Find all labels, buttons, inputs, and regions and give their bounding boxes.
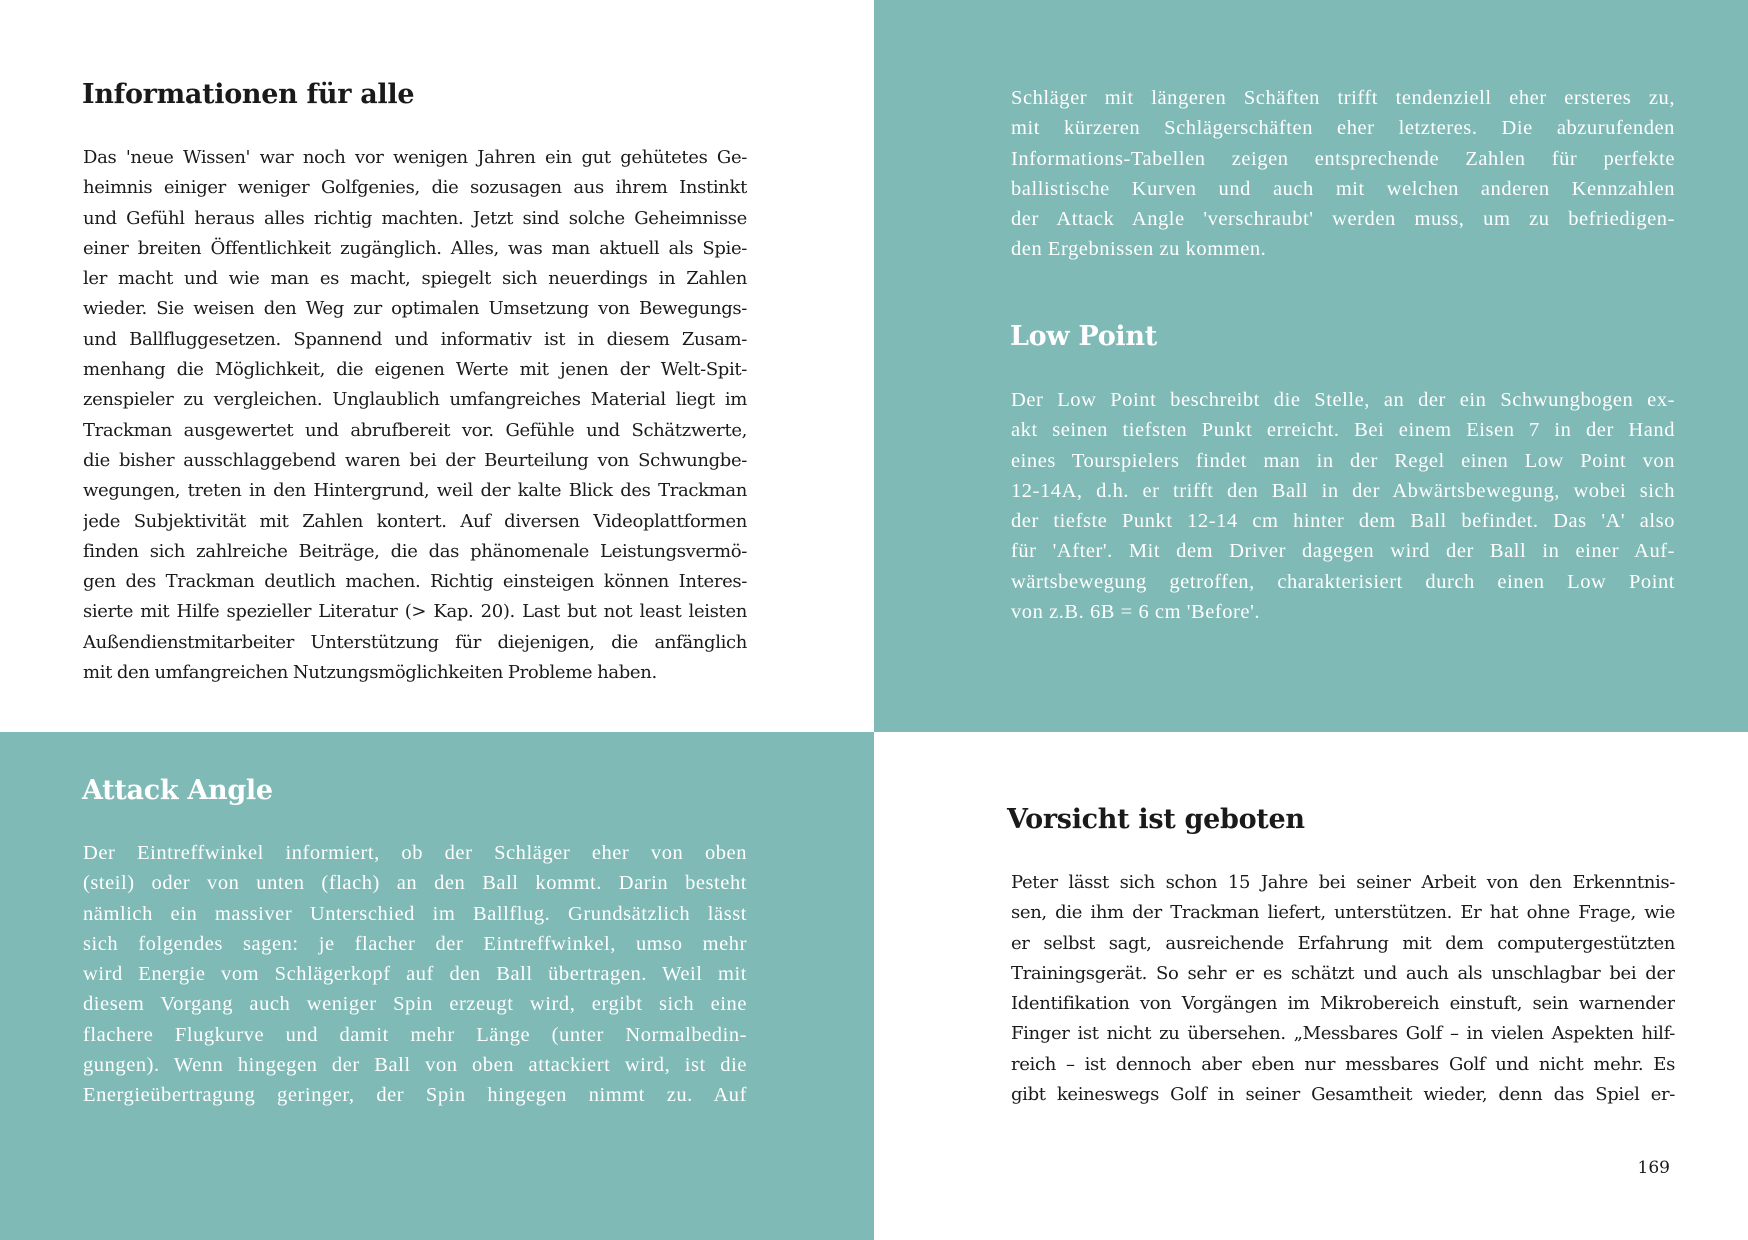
text-line: und Ballfluggesetzen. Spannend und informativ ist in diesem Zusam- (83, 328, 747, 350)
text-line: gibt keineswegs Golf in seiner Gesamtheit wieder, denn das Spiel er- (1011, 1084, 1675, 1106)
page-number: 169 (1637, 1158, 1670, 1178)
text-line: heimnis einiger weniger Golfgenies, die sozusagen aus ihrem Instinkt (83, 177, 747, 199)
text-line: diesem Vorgang auch weniger Spin erzeugt wird, ergibt sich eine (83, 993, 747, 1016)
text-line: Peter lässt sich schon 15 Jahre bei seiner Arbeit von den Erkenntnis- (1011, 872, 1675, 893)
text-line: Trackman ausgewertet und abrufbereit vor. Gefühle und Schätzwerte, (83, 419, 747, 441)
text-line: wird Energie vom Schlägerkopf auf den Ball übertragen. Weil mit (83, 963, 747, 986)
section-attack-angle (0, 732, 874, 1240)
paragraph-low-point (1011, 385, 1675, 627)
text-line: eines Tourspielers findet man in der Regel einen Low Point von (1011, 449, 1675, 472)
section-informationen (0, 0, 874, 732)
text-line: (steil) oder von unten (flach) an den Ball kommt. Darin besteht (83, 872, 747, 895)
paragraph-informationen (83, 143, 747, 688)
text-line: finden sich zahlreiche Beiträge, die das phänomenale Leistungsvermö- (83, 540, 747, 562)
text-line: menhang die Möglichkeit, die eigenen Werte mit jenen der Welt-Spit- (83, 359, 747, 381)
text-line: wegungen, treten in den Hintergrund, weil der kalte Blick des Trackman (83, 480, 747, 502)
text-line: Finger ist nicht zu übersehen. „Messbares Golf – in vielen Aspekten hilf- (1011, 1023, 1675, 1045)
text-line: Der Low Point beschreibt die Stelle, an der ein Schwungbogen ex- (1011, 389, 1675, 411)
text-line: gen des Trackman deutlich machen. Richtig einsteigen können Interes- (83, 571, 747, 593)
text-line: Schläger mit längeren Schäften trifft tendenziell eher ersteres zu, (1011, 87, 1675, 109)
text-line: sich folgendes sagen: je flacher der Eintreffwinkel, umso mehr (83, 932, 747, 955)
text-line: 12-14A, d.h. er trifft den Ball in der Abwärtsbewegung, wobei sich (1011, 479, 1675, 502)
text-line: Der Eintreffwinkel informiert, ob der Schläger eher von oben (83, 842, 747, 864)
heading-low-point: Low Point (1010, 321, 1157, 352)
text-line: sen, die ihm der Trackman liefert, unterstützen. Er hat ohne Frage, wie (1011, 902, 1675, 924)
paragraph-attack-angle (83, 838, 747, 1111)
text-line: ler macht und wie man es macht, spiegelt sich neuerdings in Zahlen (83, 268, 747, 290)
text-line: gungen). Wenn hingegen der Ball von oben attackiert wird, ist die (83, 1054, 747, 1077)
text-line: Trainingsgerät. So sehr er es schätzt und auch als unschlagbar bei der (1011, 962, 1675, 984)
text-line: nämlich ein massiver Unterschied im Ballflug. Grundsätzlich lässt (83, 902, 747, 925)
text-line: den Ergebnissen zu kommen. (1011, 238, 1267, 261)
text-line: er selbst sagt, ausreichende Erfahrung mit dem computergestützten (1011, 932, 1675, 954)
text-line: mit kürzeren Schlägerschäften eher letzteres. Die abzurufenden (1011, 117, 1675, 140)
text-line: ballistische Kurven und auch mit welchen anderen Kennzahlen (1011, 177, 1675, 200)
text-line: flachere Flugkurve und damit mehr Länge (unter Normalbedin- (83, 1023, 747, 1046)
paragraph-vorsicht (1011, 868, 1675, 1110)
heading-vorsicht: Vorsicht ist geboten (1007, 804, 1305, 835)
text-line: sierte mit Hilfe spezieller Literatur (> Kap. 20). Last but not least leisten (83, 601, 747, 623)
text-line: Energieübertragung geringer, der Spin hingegen nimmt zu. Auf (83, 1084, 747, 1107)
heading-informationen: Informationen für alle (82, 79, 415, 110)
text-line: mit den umfangreichen Nutzungsmöglichkeiten Probleme haben. (83, 662, 657, 684)
text-line: akt seinen tiefsten Punkt erreicht. Bei einem Eisen 7 in der Hand (1011, 419, 1675, 442)
text-line: zenspieler zu vergleichen. Unglaublich umfangreiches Material liegt im (83, 389, 747, 411)
text-line: für 'After'. Mit dem Driver dagegen wird der Ball in einer Auf- (1011, 540, 1675, 563)
text-line: wärtsbewegung getroffen, charakterisiert durch einen Low Point (1011, 570, 1675, 593)
text-line: der tiefste Punkt 12-14 cm hinter dem Ball befindet. Das 'A' also (1011, 510, 1675, 533)
section-low-point-panel (874, 0, 1748, 732)
text-line: reich – ist dennoch aber eben nur messbares Golf und nicht mehr. Es (1011, 1053, 1675, 1075)
text-line: Informations-Tabellen zeigen entsprechende Zahlen für perfekte (1011, 147, 1675, 170)
text-line: von z.B. 6B = 6 cm 'Before'. (1011, 601, 1260, 624)
paragraph-continuation (1011, 83, 1675, 265)
section-vorsicht (874, 732, 1748, 1240)
text-line: Das 'neue Wissen' war noch vor wenigen Jahren ein gut gehütetes Ge- (83, 147, 747, 168)
text-line: Identifikation von Vorgängen im Mikrobereich einstuft, sein warnender (1011, 993, 1675, 1015)
text-line: die bisher ausschlaggebend waren bei der Beurteilung von Schwungbe- (83, 449, 747, 471)
text-line: einer breiten Öffentlichkeit zugänglich. Alles, was man aktuell als Spie- (83, 237, 747, 259)
heading-attack-angle: Attack Angle (82, 775, 273, 806)
text-line: jede Subjektivität mit Zahlen kontert. Auf diversen Videoplattformen (83, 510, 747, 532)
text-line: der Attack Angle 'verschraubt' werden muss, um zu befriedigen- (1011, 208, 1675, 231)
text-line: Außendienstmitarbeiter Unterstützung für diejenigen, die anfänglich (83, 631, 747, 653)
text-line: und Gefühl heraus alles richtig machten. Jetzt sind solche Geheimnisse (83, 207, 747, 229)
text-line: wieder. Sie weisen den Weg zur optimalen Umsetzung von Bewegungs- (83, 298, 747, 320)
